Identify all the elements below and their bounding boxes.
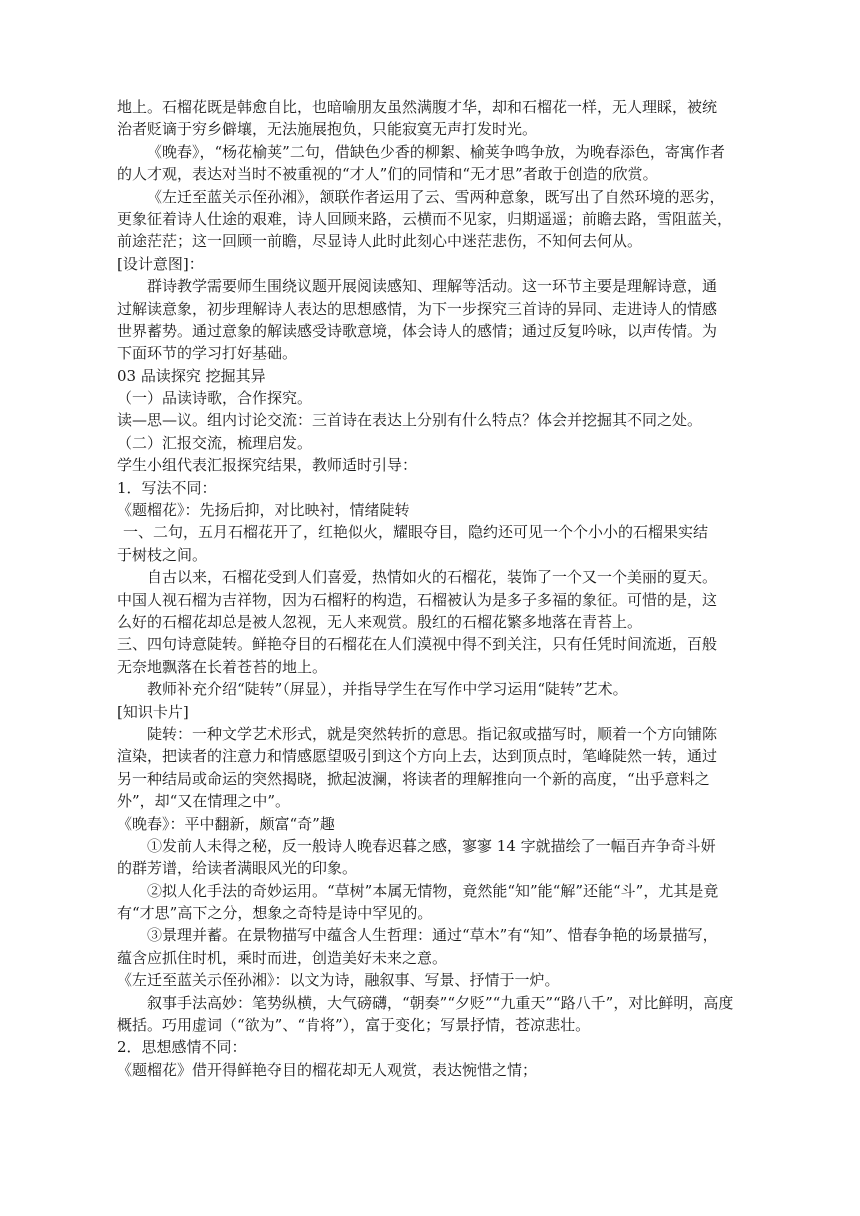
text-line: 群诗教学需要师生围绕议题开展阅读感知、理解等活动。这一环节主要是理解诗意，通 xyxy=(147,277,718,296)
text-line: 教师补充介绍“陡转”（屏显），并指导学生在写作中学习运用“陡转”艺术。 xyxy=(147,680,628,699)
text-line: 《晚春》，“杨花榆荚”二句，借缺色少香的柳絮、榆荚争鸣争放，为晚春添色，寄寓作者 xyxy=(147,142,725,161)
text-line: [知识卡片] xyxy=(117,702,189,721)
text-line: 蕴含应抓住时机，乘时而进，创造美好未来之意。 xyxy=(117,948,448,967)
text-line: ①发前人未得之秘，反一般诗人晚春迟暮之感，寥寥 14 字就描绘了一幅百卉争奇斗妍 xyxy=(147,836,716,855)
text-line: 的群芳谱，给读者满眼风光的印象。 xyxy=(117,859,358,878)
text-line: ②拟人化手法的奇妙运用。“草树”本属无情物，竟然能“知”能“解”还能“斗”，尤其是竟 xyxy=(147,881,719,900)
text-line: 渲染，把读者的注意力和情感愿望吸引到这个方向上去，达到顶点时，笔峰陡然一转，通过 xyxy=(117,747,718,766)
text-line: 于树枝之间。 xyxy=(117,545,208,564)
text-line: 更象征着诗人仕途的艰难，诗人回顾来路，云横而不见家，归期遥遥；前瞻去路，雪阻蓝关， xyxy=(117,209,733,228)
text-line: 《题榴花》借开得鲜艳夺目的榴花却无人观赏，表达惋惜之情； xyxy=(117,1060,538,1079)
text-line: 地上。石榴花既是韩愈自比，也暗喻朋友虽然满腹才华，却和石榴花一样，无人理睬，被统 xyxy=(117,98,718,116)
text-line: 《左迁至蓝关示侄孙湘》，颔联作者运用了云、雪两种意象，既写出了自然环境的恶劣， xyxy=(147,187,725,206)
text-line: 过解读意象，初步理解诗人表达的思想感情，为下一步探究三首诗的异同、走进诗人的情感 xyxy=(117,299,718,318)
text-line: 一、二句，五月石榴花开了，红艳似火，耀眼夺目，隐约还可见一个个小小的石榴果实结 xyxy=(123,523,709,542)
text-line: 有“才思”高下之分，想象之奇特是诗中罕见的。 xyxy=(117,904,433,923)
text-line: 自古以来，石榴花受到人们喜爱，热情如火的石榴花，装饰了一个又一个美丽的夏天。 xyxy=(147,568,718,587)
text-line: 《左迁至蓝关示侄孙湘》：以文为诗，融叙事、写景、抒情于一炉。 xyxy=(117,971,560,990)
text-line: 无奈地飘落在长着苍苔的地上。 xyxy=(117,657,328,676)
text-line: 叙事手法高妙：笔势纵横，大气磅礴，“朝奏”“夕贬”“九重天”“路八千”，对比鲜明，高度 xyxy=(147,993,734,1012)
text-line: 外”，却“又在情理之中”。 xyxy=(117,792,291,811)
text-line: 《题榴花》：先扬后抑，对比映衬，情绪陡转 xyxy=(117,501,410,520)
text-line: 的人才观，表达对当时不被重视的“才人”们的同情和“无才思”者敢于创造的欣赏。 xyxy=(117,165,658,184)
text-line: 另一种结局或命运的突然揭晓，掀起波澜，将读者的理解推向一个新的高度，“出乎意料之 xyxy=(117,769,710,788)
text-line: 陡转：一种文学艺术形式，就是突然转折的意思。指记叙或描写时，顺着一个方向铺陈 xyxy=(147,724,718,743)
text-line: 治者贬谪于穷乡僻壤，无法施展抱负，只能寂寞无声打发时光。 xyxy=(117,120,538,139)
text-line: （一）品读诗歌，合作探究。 xyxy=(117,389,313,408)
text-line: 学生小组代表汇报探究结果，教师适时引导： xyxy=(117,456,418,475)
text-line: 中国人视石榴为吉祥物，因为石榴籽的构造，石榴被认为是多子多福的象征。可惜的是，这 xyxy=(117,590,718,609)
text-line: （二）汇报交流，梳理启发。 xyxy=(117,433,313,452)
text-line: 概括。巧用虚词（“欲为”、“肯将”），富于变化；写景抒情，苍凉悲壮。 xyxy=(117,1016,591,1035)
text-line: 1．写法不同： xyxy=(117,478,217,497)
document-body xyxy=(117,96,745,1081)
text-line: 前途茫茫；这一回顾一前瞻，尽显诗人此时此刻心中迷茫悲伤，不知何去何从。 xyxy=(117,232,643,251)
text-line: [设计意图]： xyxy=(117,254,204,273)
text-line: 读—思—议。组内讨论交流：三首诗在表达上分别有什么特点？体会并挖掘其不同之处。 xyxy=(117,411,703,430)
text-line: 03 品读探究 挖掘其异 xyxy=(117,366,266,385)
text-line: 《晚春》：平中翻新，颇富“奇”趣 xyxy=(117,814,335,833)
text-line: 2．思想感情不同： xyxy=(117,1038,247,1057)
text-line: 世界蓄势。通过意象的解读感受诗歌意境，体会诗人的感情；通过反复吟咏，以声传情。为 xyxy=(117,321,718,340)
text-line: 么好的石榴花却总是被人忽视，无人来观赏。殷红的石榴花繁多地落在青苔上。 xyxy=(117,612,643,631)
text-line: ③景理并蓄。在景物描写中蕴含人生哲理：通过“草木”有“知”、惜春争艳的场景描写， xyxy=(147,926,718,945)
text-line: 下面环节的学习打好基础。 xyxy=(117,344,298,363)
text-line: 三、四句诗意陡转。鲜艳夺目的石榴花在人们漠视中得不到关注，只有任凭时间流逝，百般 xyxy=(117,635,718,654)
